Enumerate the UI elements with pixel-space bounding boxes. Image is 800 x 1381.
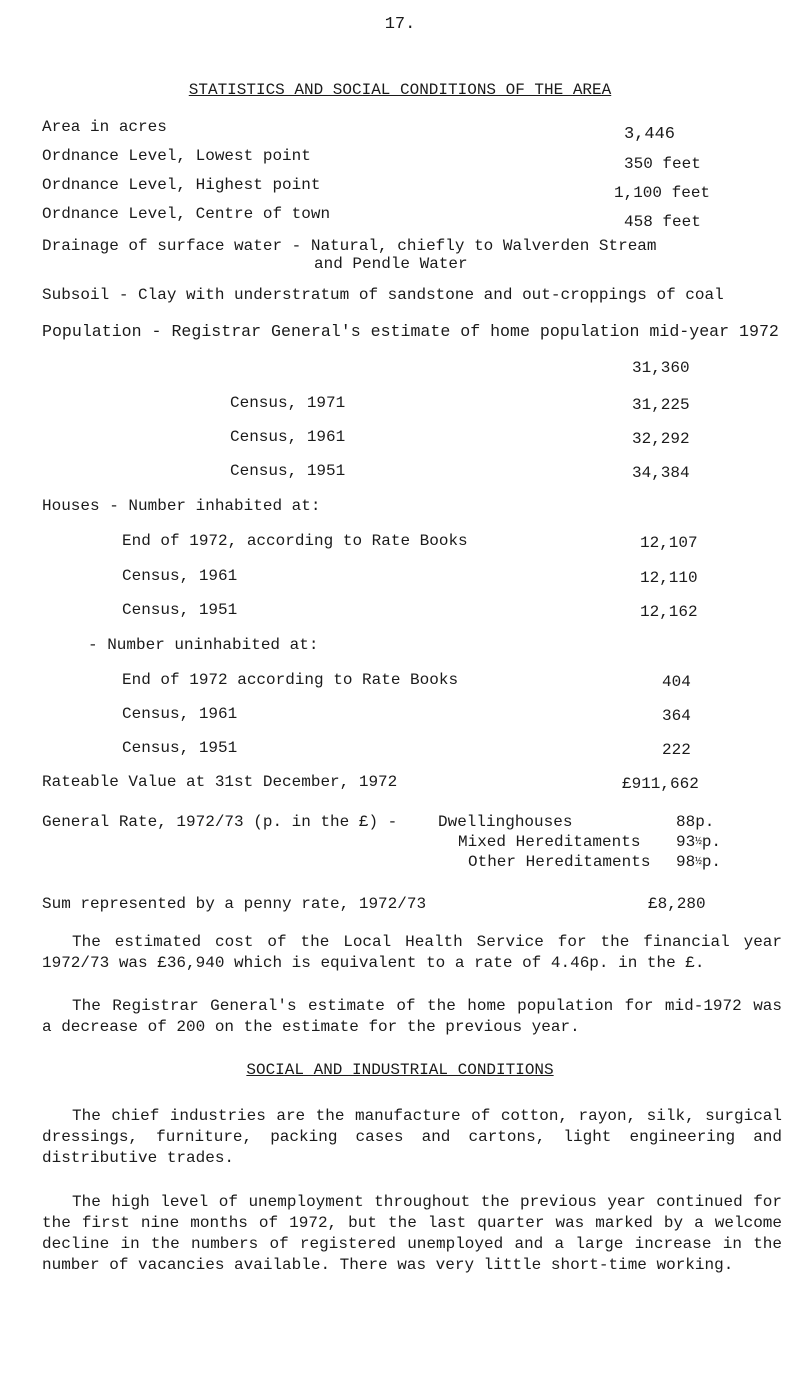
population-heading: Population - Registrar General's estimate of home population mid-year 1972 bbox=[42, 322, 779, 341]
houses-uninhabited-1951-value: 222 bbox=[662, 741, 691, 759]
rate-other-name: Other Hereditaments bbox=[468, 853, 651, 871]
rate-other-value bbox=[676, 852, 721, 874]
houses-uninhabited-1961-value: 364 bbox=[662, 707, 691, 725]
houses-inhabited-1951-value: 12,162 bbox=[640, 603, 698, 621]
rate-mixed-value bbox=[676, 832, 721, 854]
ordnance-lowest-value: 350 feet bbox=[624, 155, 701, 173]
ordnance-lowest-label: Ordnance Level, Lowest point bbox=[42, 147, 311, 165]
penny-rate-value: £8,280 bbox=[648, 895, 706, 913]
census-1971-label: Census, 1971 bbox=[230, 394, 346, 412]
paragraph-industries: The chief industries are the manufacture of cotton, rayon, silk, surgical dressings, furniture, packing cases and cartons, light engineering and distributive trades. bbox=[42, 1107, 782, 1167]
rate-mixed-number: 93 bbox=[676, 833, 696, 851]
page-number: 17. bbox=[384, 15, 416, 34]
ordnance-centre-label: Ordnance Level, Centre of town bbox=[42, 205, 331, 223]
ordnance-highest-value: 1,100 feet bbox=[614, 184, 711, 202]
houses-inhabited-1961-label: Census, 1961 bbox=[122, 567, 238, 585]
census-1951-label: Census, 1951 bbox=[230, 462, 346, 480]
paragraph-health-cost: The estimated cost of the Local Health Service for the financial year 1972/73 was £36,940 which is equivalent to a rate of 4.46p. in the £. bbox=[42, 933, 782, 972]
drainage-line1: Drainage of surface water - Natural, chiefly to Walverden Stream bbox=[42, 237, 657, 255]
paragraph-unemployment: The high level of unemployment throughout the previous year continued for the first nine months of 1972, but the last quarter was marked by a welcome decline in the numbers of registered unemployed and a large increase in the number of vacancies available. There was very little short-time working. bbox=[42, 1193, 782, 1274]
population-estimate: 31,360 bbox=[632, 359, 690, 377]
rate-other-suffix: p. bbox=[701, 853, 722, 871]
ordnance-highest-label: Ordnance Level, Highest point bbox=[42, 176, 321, 194]
drainage-line2: and Pendle Water bbox=[314, 255, 468, 273]
area-value: 3,446 bbox=[624, 125, 676, 144]
area-label: Area in acres bbox=[42, 118, 167, 136]
rate-dwellinghouses-value: 88p. bbox=[676, 813, 715, 831]
rate-dwellinghouses-name: Dwellinghouses bbox=[438, 813, 573, 831]
section-title-social-industrial: SOCIAL AND INDUSTRIAL CONDITIONS bbox=[246, 1061, 554, 1079]
houses-uninhabited-1961-label: Census, 1961 bbox=[122, 705, 238, 723]
ordnance-centre-value: 458 feet bbox=[624, 213, 701, 231]
census-1961-value: 32,292 bbox=[632, 430, 690, 448]
houses-uninhabited-heading: - Number uninhabited at: bbox=[88, 636, 319, 654]
penny-rate-label: Sum represented by a penny rate, 1972/73 bbox=[42, 895, 427, 913]
subsoil: Subsoil - Clay with understratum of sandstone and out-croppings of coal bbox=[42, 286, 724, 304]
houses-uninhabited-1972-value: 404 bbox=[662, 673, 691, 691]
rateable-label: Rateable Value at 31st December, 1972 bbox=[42, 773, 398, 791]
rate-mixed-suffix: p. bbox=[701, 833, 722, 851]
houses-uninhabited-1951-label: Census, 1951 bbox=[122, 739, 238, 757]
census-1951-value: 34,384 bbox=[632, 464, 690, 482]
houses-uninhabited-1972-label: End of 1972 according to Rate Books bbox=[122, 671, 459, 689]
census-1971-value: 31,225 bbox=[632, 396, 690, 414]
houses-inhabited-1972-label: End of 1972, according to Rate Books bbox=[122, 532, 468, 550]
census-1961-label: Census, 1961 bbox=[230, 428, 346, 446]
page-title: STATISTICS AND SOCIAL CONDITIONS OF THE AREA bbox=[188, 81, 612, 99]
houses-inhabited-1972-value: 12,107 bbox=[640, 534, 698, 552]
general-rate-label: General Rate, 1972/73 (p. in the £) - bbox=[42, 813, 398, 831]
rateable-value: £911,662 bbox=[622, 775, 699, 793]
rate-other-number: 98 bbox=[676, 853, 696, 871]
paragraph-population-decrease: The Registrar General's estimate of the home population for mid-1972 was a decrease of 200 on the estimate for the previous year. bbox=[42, 997, 782, 1036]
houses-heading: Houses - Number inhabited at: bbox=[42, 497, 321, 515]
houses-inhabited-1951-label: Census, 1951 bbox=[122, 601, 238, 619]
rate-other-fraction: ½ bbox=[695, 856, 702, 868]
rate-mixed-fraction: ½ bbox=[695, 836, 702, 848]
houses-inhabited-1961-value: 12,110 bbox=[640, 569, 698, 587]
rate-mixed-name: Mixed Hereditaments bbox=[458, 833, 641, 851]
